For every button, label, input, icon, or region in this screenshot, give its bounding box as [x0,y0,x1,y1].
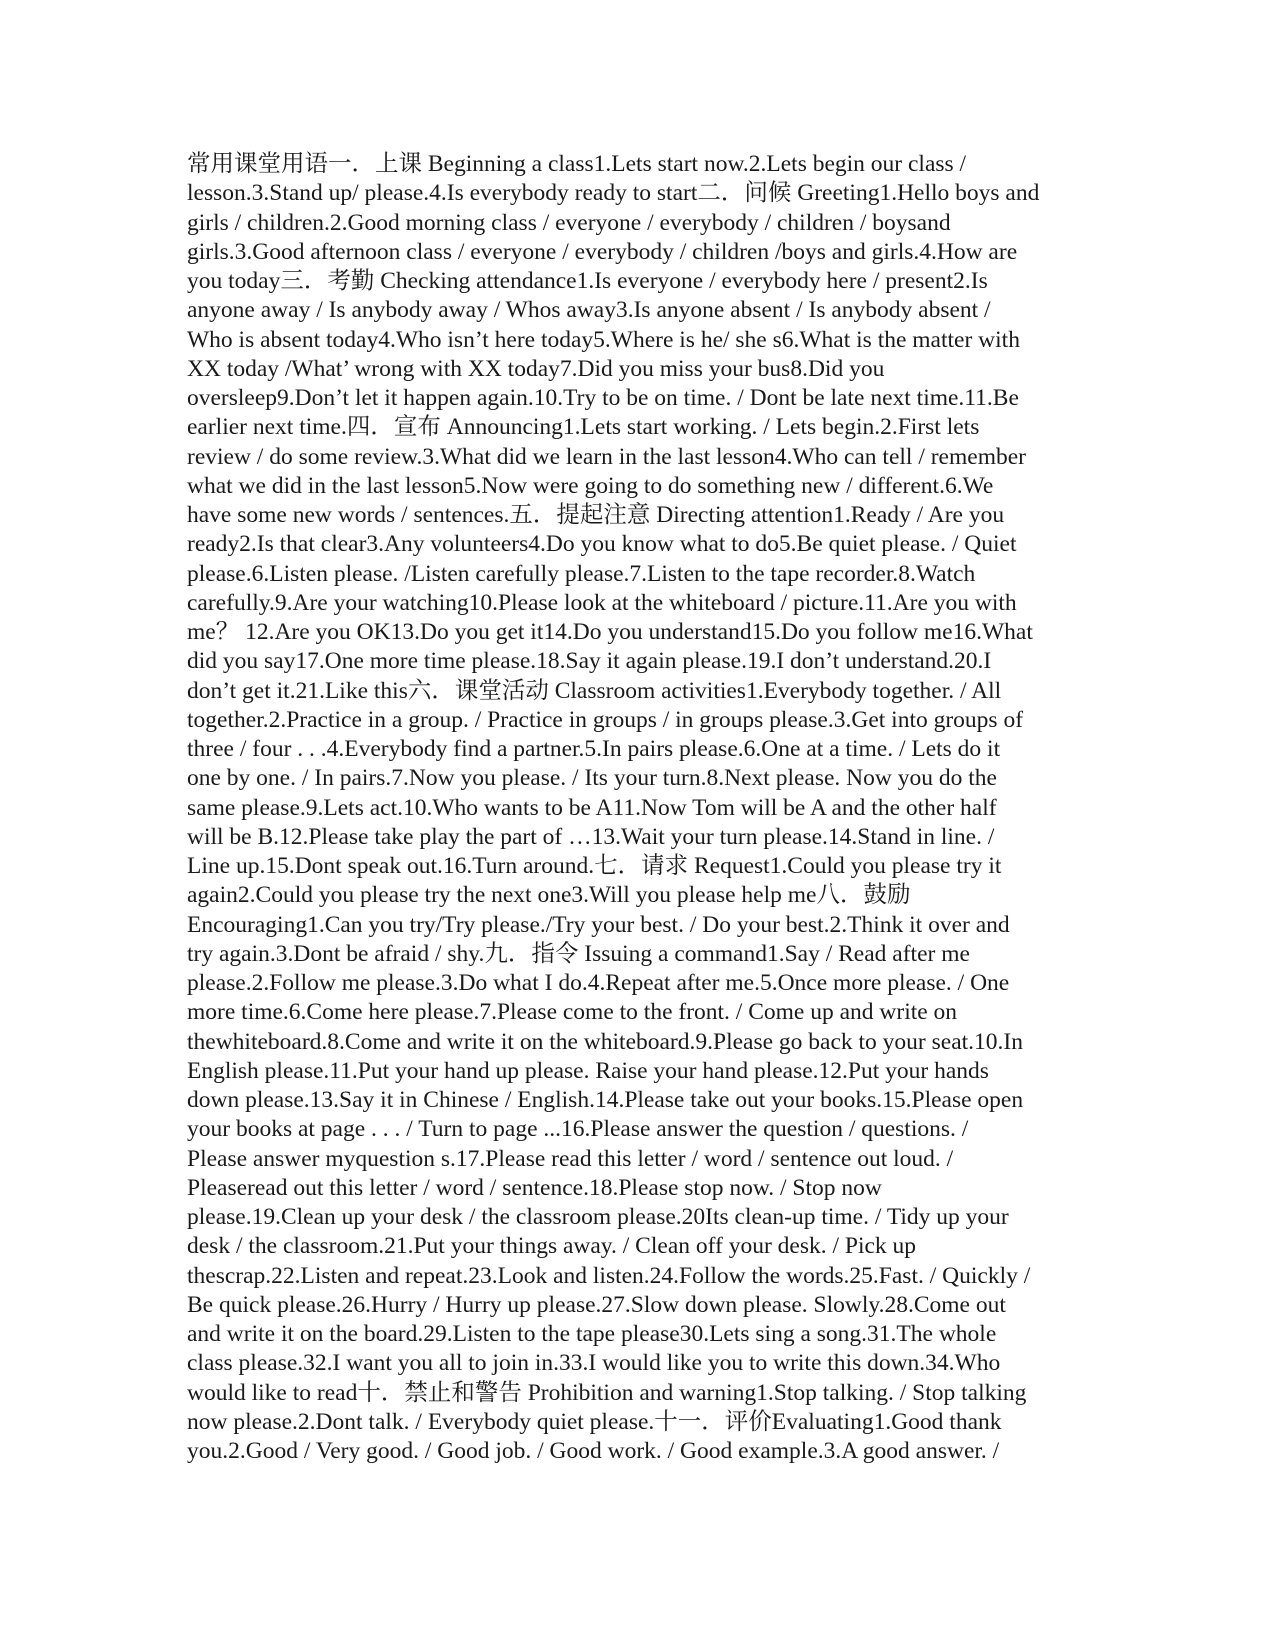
text-line: Who is absent today4.Who isn’t here today5.Where is he/ she s6.What is the matter with [187,326,1020,353]
text-line: desk / the classroom.21.Put your things away. / Clean off your desk. / Pick up [187,1233,917,1260]
text-line: you today三．考勤 Checking attendance1.Is everyone / everybody here / present2.Is [187,268,988,294]
text-line: English please.11.Put your hand up please. Raise your hand please.12.Put your hands [187,1057,989,1084]
text-line: one by one. / In pairs.7.Now you please. / Its your turn.8.Next please. Now you do the [187,765,997,792]
text-line: together.2.Practice in a group. / Practice in groups / in groups please.3.Get into groups of [187,706,1024,733]
text-line: would like to read十．禁止和警告 Prohibition and warning1.Stop talking. / Stop talking [187,1379,1027,1406]
text-line: please.2.Follow me please.3.Do what I do.4.Repeat after me.5.Once more please. / One [187,970,1010,996]
text-line: 常用课堂用语一．上课 Beginning a class1.Lets start now.2.Lets begin our class / [187,151,967,177]
text-line: class please.32.I want you all to join in.33.I would like you to write this down.34.Who [187,1350,1001,1377]
text-line: don’t get it.21.Like this六．课堂活动 Classroom activities1.Everybody together. / All [187,677,1002,704]
text-line: anyone away / Is anybody away / Whos away3.Is anyone absent / Is anybody absent / [187,297,991,324]
text-line: have some new words / sentences.五．提起注意 Directing attention1.Ready / Are you [187,502,1005,528]
text-line: ready2.Is that clear3.Any volunteers4.Do you know what to do5.Be quiet please. / Quiet [187,531,1017,558]
text-line: try again.3.Dont be afraid / shy.九．指令 Issuing a command1.Say / Read after me [187,940,970,967]
text-line: Pleaseread out this letter / word / sentence.18.Please stop now. / Stop now [187,1174,882,1201]
text-line: now please.2.Dont talk. / Everybody quiet please.十一．评价Evaluating1.Good thank [187,1408,1002,1435]
text-line: will be B.12.Please take play the part of …13.Wait your turn please.14.Stand in line. / [187,823,995,850]
text-line: and write it on the board.29.Listen to the tape please30.Lets sing a song.31.The whole [187,1321,997,1347]
text-line: oversleep9.Don’t let it happen again.10.Try to be on time. / Dont be late next time.11.Be [187,385,1019,411]
text-line: more time.6.Come here please.7.Please come to the front. / Come up and write on [187,999,958,1026]
text-line: please.19.Clean up your desk / the classroom please.20Its clean-up time. / Tidy up your [187,1204,1009,1230]
text-line: down please.13.Say it in Chinese / English.14.Please take out your books.15.Please open [187,1087,1024,1113]
text-line: thescrap.22.Listen and repeat.23.Look and listen.24.Follow the words.25.Fast. / Quickly / [187,1262,1031,1289]
text-line: what we did in the last lesson5.Now were going to do something new / different.6.We [187,472,994,499]
text-line: same please.9.Lets act.10.Who wants to be A11.Now Tom will be A and the other half [187,794,997,821]
text-line: Encouraging1.Can you try/Try please./Try your best. / Do your best.2.Think it over and [187,911,1010,938]
text-line: please.6.Listen please. /Listen carefully please.7.Listen to the tape recorder.8.Watch [187,560,976,587]
text-line: three / four . . .4.Everybody find a partner.5.In pairs please.6.One at a time. / Lets do it [187,736,1001,762]
text-line: thewhiteboard.8.Come and write it on the whiteboard.9.Please go back to your seat.10.In [187,1028,1023,1055]
text-line: girls.3.Good afternoon class / everyone / everybody / children /boys and girls.4.How are [187,238,1018,265]
body-text [187,150,1087,1466]
text-line: me？ 12.Are you OK13.Do you get it14.Do you understand15.Do you follow me16.What [187,619,1033,645]
text-line: Please answer myquestion s.17.Please read this letter / word / sentence out loud. / [187,1145,954,1172]
text-line: lesson.3.Stand up/ please.4.Is everybody ready to start二．问候 Greeting1.Hello boys and [187,180,1040,207]
text-line: you.2.Good / Very good. / Good job. / Good work. / Good example.3.A good answer. / [187,1438,1000,1464]
text-line: earlier next time.四．宣布 Announcing1.Lets start working. / Lets begin.2.First lets [187,414,980,441]
text-line: Be quick please.26.Hurry / Hurry up please.27.Slow down please. Slowly.28.Come out [187,1291,1006,1318]
text-line: carefully.9.Are your watching10.Please look at the whiteboard / picture.11.Are you with [187,589,1017,616]
text-line: your books at page . . . / Turn to page ...16.Please answer the question / questions. / [187,1116,969,1143]
text-line: girls / children.2.Good morning class / everyone / everybody / children / boysand [187,209,951,236]
text-line: XX today /What’ wrong with XX today7.Did you miss your bus8.Did you [187,355,885,382]
text-line: again2.Could you please try the next one3.Will you please help me八．鼓励 [187,882,911,909]
text-line: did you say17.One more time please.18.Say it again please.19.I don’t understand.20.I [187,648,992,675]
text-line: Line up.15.Dont speak out.16.Turn around.七．请求 Request1.Could you please try it [187,853,1002,879]
text-line: review / do some review.3.What did we learn in the last lesson4.Who can tell / remember [187,443,1026,470]
